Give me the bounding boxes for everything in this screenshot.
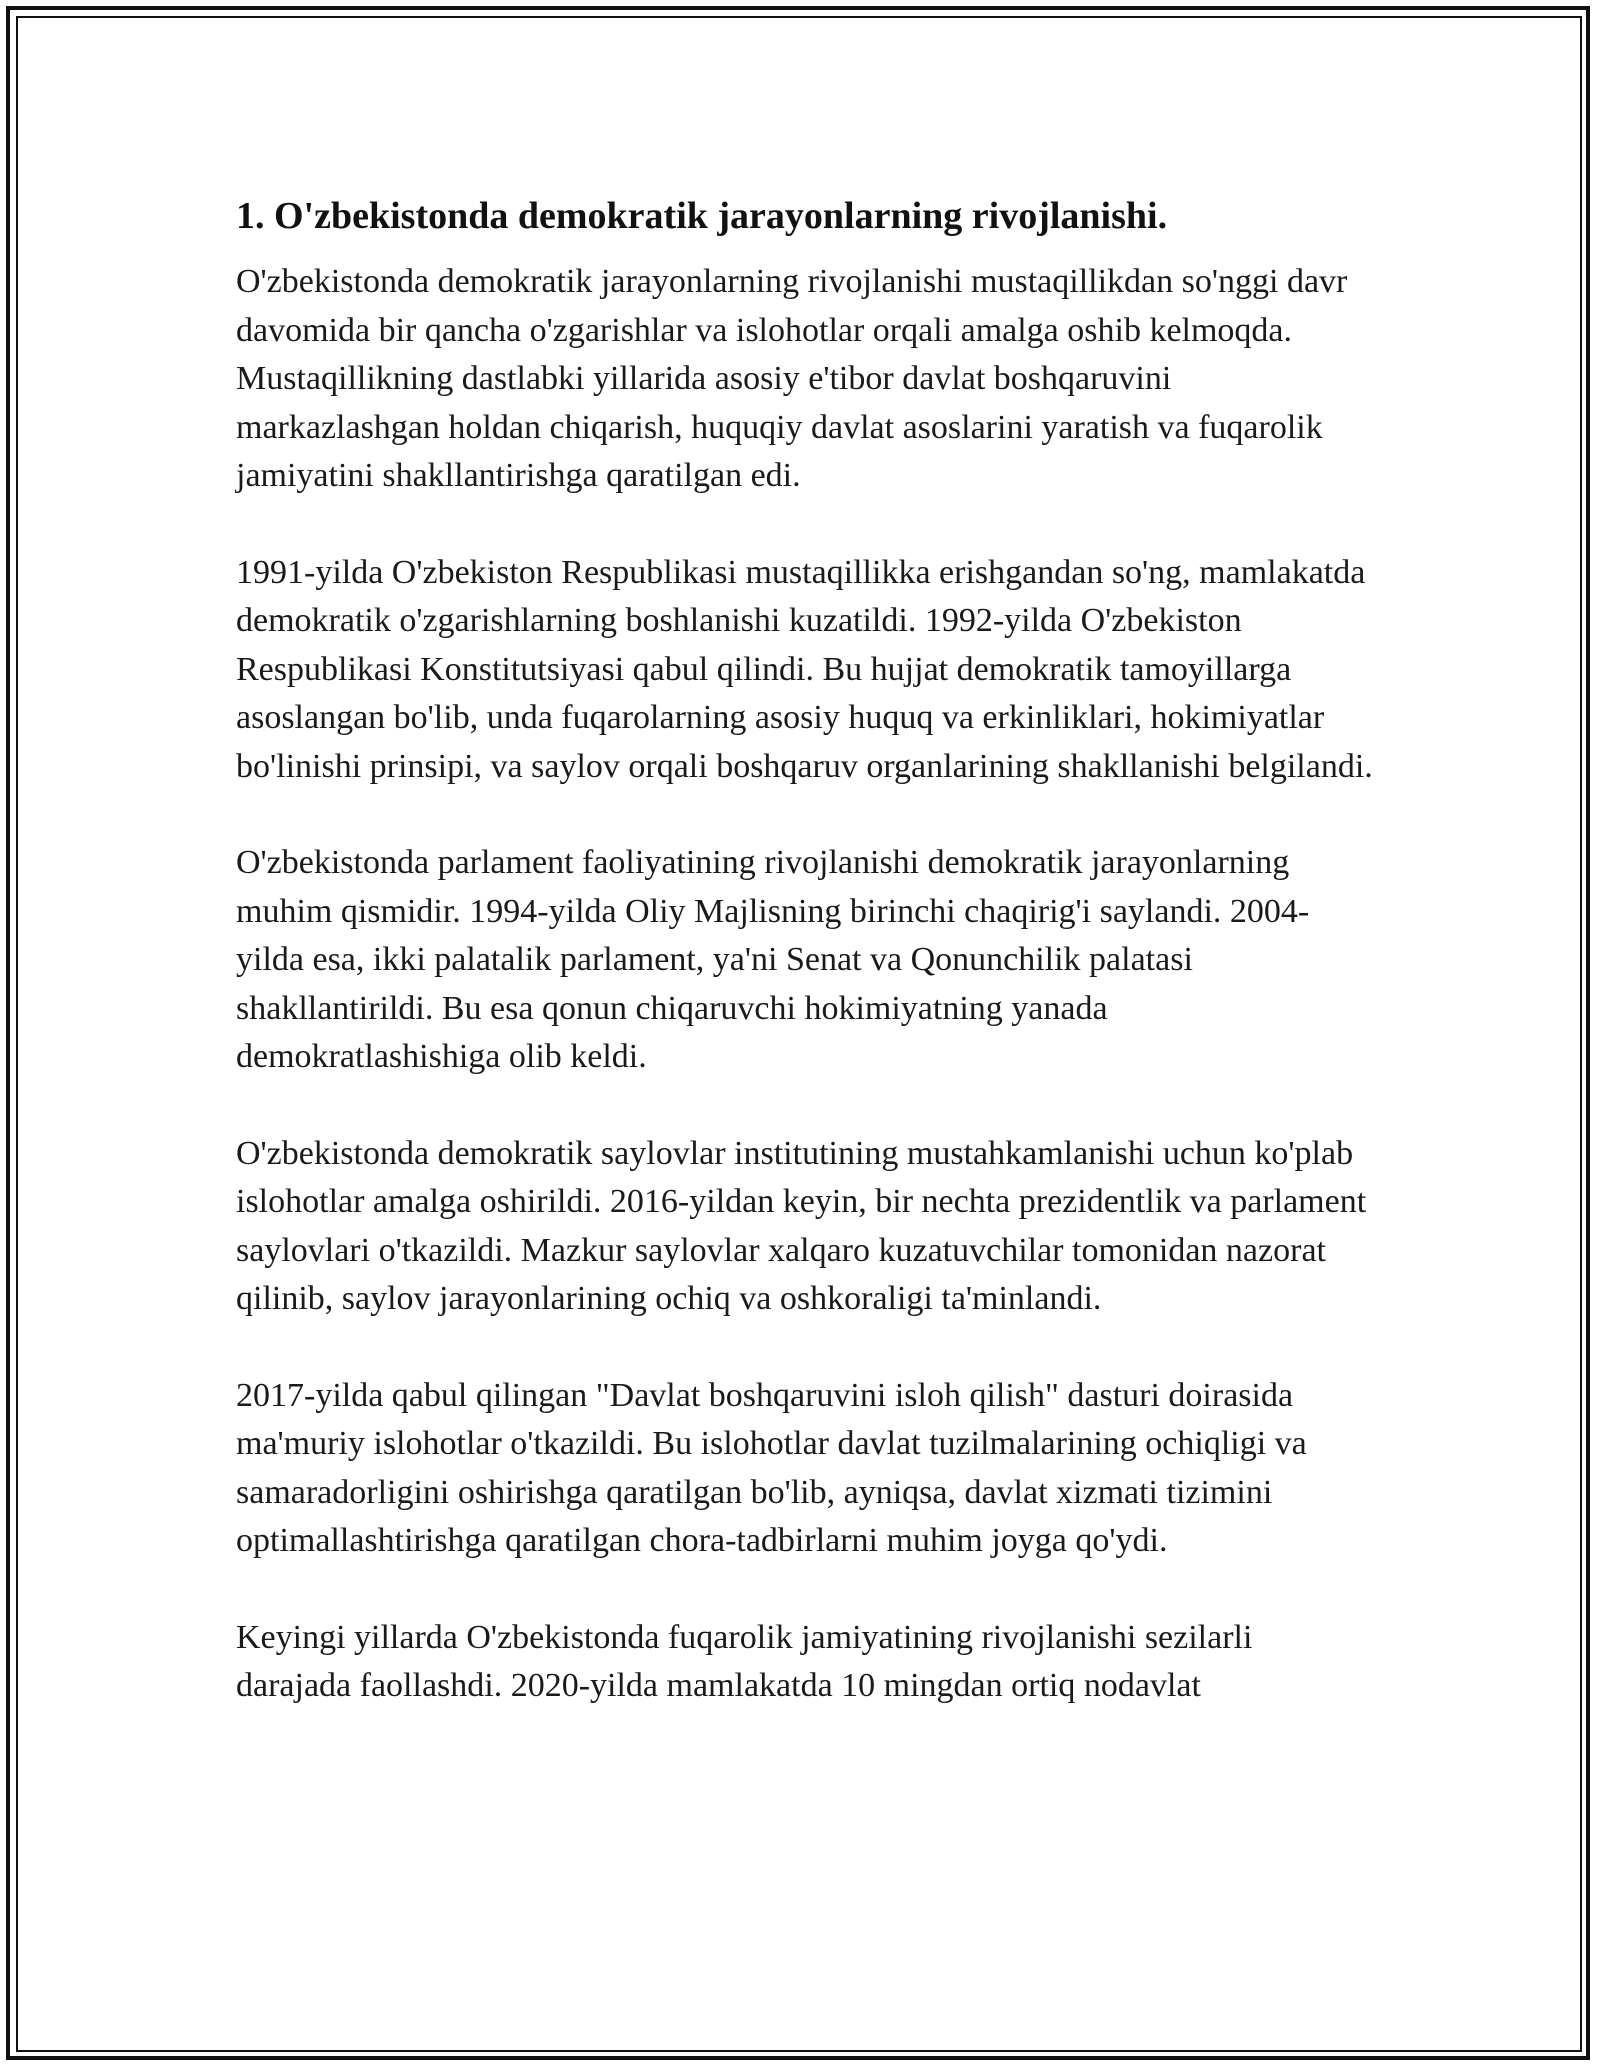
document-body — [236, 188, 1376, 1711]
paragraph-1: O'zbekistonda demokratik jarayonlarning rivojlanishi mustaqillikdan so'nggi davr davomida bir qancha o'zgarishlar va islohotlar orqali amalga oshib kelmoqda. Mustaqillikning dastlabki yillarida asosiy e'tibor davlat boshqaruvini markazlashgan holdan chiqarish, huquqiy davlat asoslarini yaratish va fuqarolik jamiyatini shakllantirishga qaratilgan edi. — [236, 263, 1348, 494]
paragraph-3: O'zbekistonda parlament faoliyatining rivojlanishi demokratik jarayonlarning muhim qismidir. 1994-yilda Oliy Majlisning birinchi chaqirig'i saylandi. 2004-yilda esa, ikki palatalik parlament, ya'ni Senat va Qonunchilik palatasi shakllantirildi. Bu esa qonun chiqaruvchi hokimiyatning yanada demokratlashishiga olib keldi. — [236, 844, 1310, 1075]
paragraph-4: O'zbekistonda demokratik saylovlar institutining mustahkamlanishi uchun ko'plab islohotlar amalga oshirildi. 2016-yildan keyin, bir nechta prezidentlik va parlament saylovlari o'tkazildi. Mazkur saylovlar xalqaro kuzatuvchilar tomonidan nazorat qilinib, saylov jarayonlarining ochiq va oshkoraligi ta'minlandi. — [236, 1134, 1367, 1317]
paragraph-5: 2017-yilda qabul qilingan "Davlat boshqaruvini isloh qilish" dasturi doirasida ma'muriy islohotlar o'tkazildi. Bu islohotlar davlat tuzilmalarining ochiqligi va samaradorligini oshirishga qaratilgan bo'lib, ayniqsa, davlat xizmati tizimini optimallashtirishga qaratilgan chora-tadbirlarni muhim joyga qo'ydi. — [236, 1376, 1307, 1559]
page-title: 1. O'zbekistonda demokratik jarayonlarning rivojlanishi. — [236, 195, 1168, 237]
paragraph-6: Keyingi yillarda O'zbekistonda fuqarolik jamiyatining rivojlanishi sezilarli darajada faollashdi. 2020-yilda mamlakatda 10 mingdan ortiq nodavlat — [236, 1618, 1253, 1704]
paragraph-2: 1991-yilda O'zbekiston Respublikasi mustaqillikka erishgandan so'ng, mamlakatda demokratik o'zgarishlarning boshlanishi kuzatildi. 1992-yilda O'zbekiston Respublikasi Konstitutsiyasi qabul qilindi. Bu hujjat demokratik tamoyillarga asoslangan bo'lib, unda fuqarolarning asosiy huquq va erkinliklari, hokimiyatlar bo'linishi prinsipi, va saylov orqali boshqaruv organlarining shakllanishi belgilandi. — [236, 553, 1373, 785]
